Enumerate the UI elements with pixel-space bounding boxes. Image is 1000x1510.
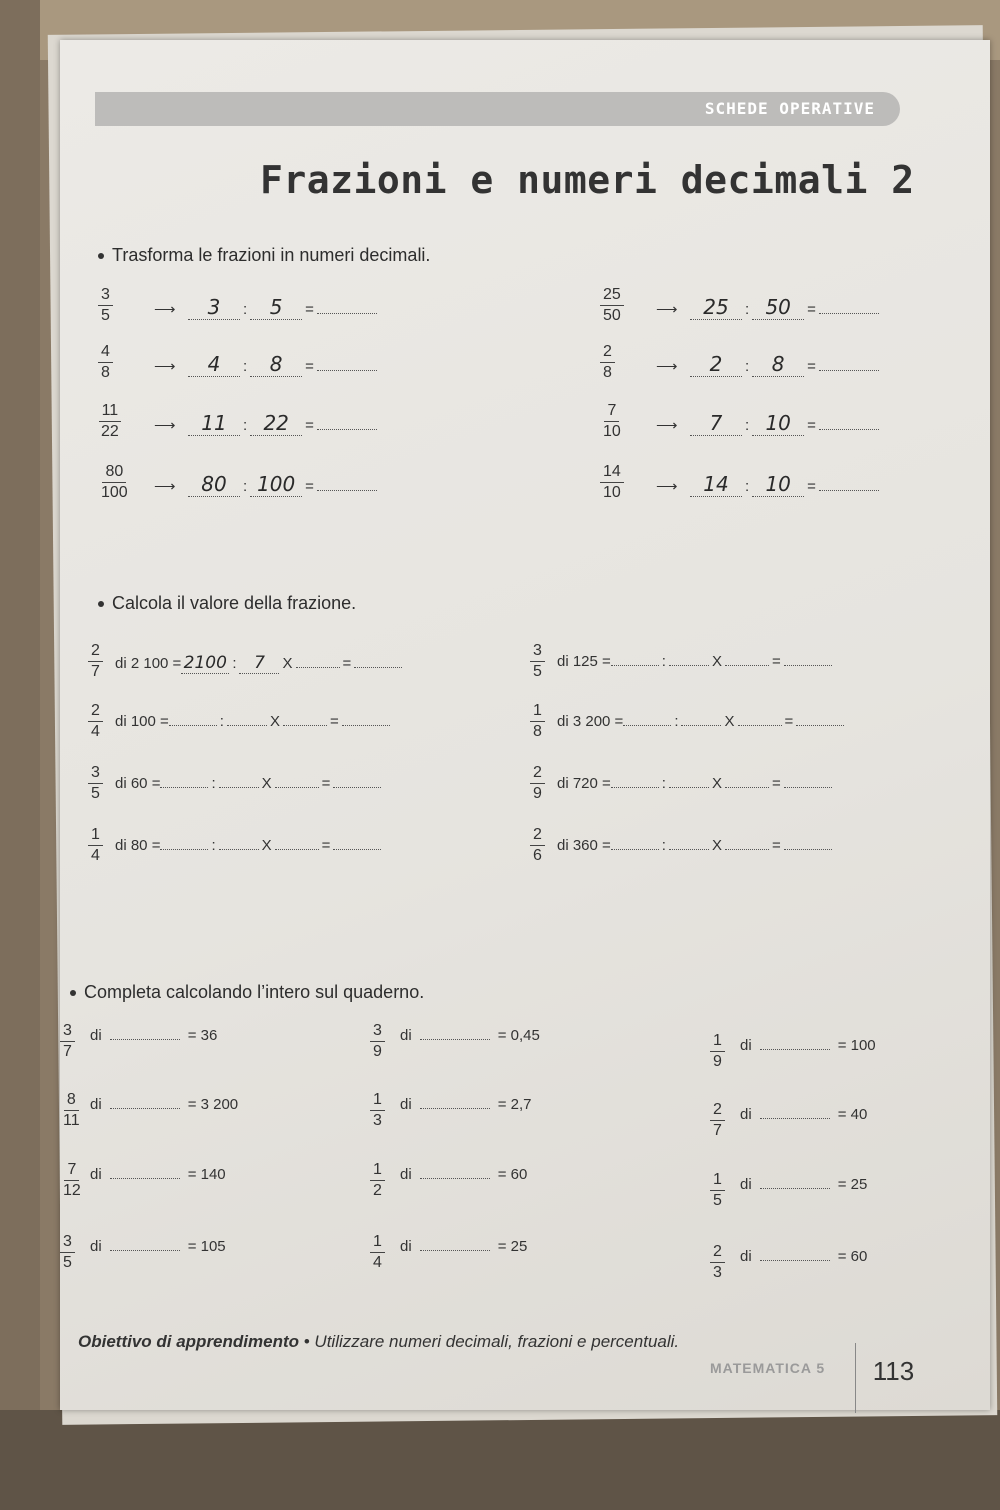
di-text: di [740,1176,752,1193]
result-text: = 60 [497,1166,528,1183]
equals-sign: = [305,301,314,318]
result-blank[interactable] [317,429,377,430]
whole-blank[interactable] [760,1049,830,1050]
fraction-value-row [115,653,402,674]
fraction-of-text: di 360 = [557,837,611,854]
whole-row [740,1037,876,1054]
divisor-blank[interactable]: 10 [752,411,804,436]
fraction [370,1021,385,1062]
arrow-icon: ⟶ [656,478,678,495]
conversion-row [150,295,377,320]
arrow-icon: ⟶ [656,358,678,375]
dividend-blank[interactable] [611,787,659,788]
background-bottom [0,1410,1000,1510]
result-blank[interactable] [317,370,377,371]
divisor-blank[interactable] [669,849,709,850]
divide-sign: : [661,775,666,792]
fraction-of-text: di 3 200 = [557,713,624,730]
factor-blank[interactable] [275,849,319,850]
fraction-denominator: 8 [101,364,110,381]
fraction [98,342,113,383]
conversion-row [652,352,879,377]
fraction [88,701,103,742]
fraction-denominator: 100 [101,484,128,501]
equals-sign: = [305,358,314,375]
multiply-sign: X [261,775,272,792]
fraction-numerator: 11 [99,401,122,422]
equals-sign: = [771,653,781,670]
conversion-row [652,472,879,497]
equals-sign: = [771,837,781,854]
page-title: Frazioni e numeri decimali 2 [260,158,915,202]
divisor-blank[interactable]: 7 [239,653,279,674]
dividend-blank[interactable] [160,849,208,850]
result-text: = 40 [837,1106,868,1123]
fraction-denominator: 9 [373,1043,382,1060]
equals-sign: = [807,358,816,375]
di-text: di [400,1096,412,1113]
fraction-numerator: 2 [88,641,103,662]
fraction-value-row [115,775,381,792]
fraction-of-text: di 80 = [115,837,161,854]
whole-blank[interactable] [110,1039,180,1040]
fraction-numerator: 80 [102,462,126,483]
fraction [600,401,624,442]
divisor-blank[interactable]: 5 [250,295,302,320]
whole-row [400,1096,531,1113]
result-text: = 100 [837,1037,876,1054]
fraction [710,1100,725,1141]
divisor-blank[interactable] [227,725,267,726]
whole-blank[interactable] [760,1188,830,1189]
objective-text: • Utilizzare numeri decimali, frazioni e percentuali. [303,1332,680,1351]
di-text: di [400,1027,412,1044]
fraction-value-row [557,775,832,792]
fraction [60,1232,75,1273]
factor-blank[interactable] [275,787,319,788]
result-blank[interactable] [354,667,402,668]
fraction-denominator: 7 [713,1122,722,1139]
fraction-denominator: 4 [373,1254,382,1271]
fraction-value-row [557,837,832,854]
whole-row [90,1027,217,1044]
whole-blank[interactable] [110,1108,180,1109]
fraction-denominator: 6 [533,847,542,864]
conversion-row [150,352,377,377]
instruction-2-text: Calcola il valore della frazione. [112,593,357,613]
di-text: di [400,1166,412,1183]
multiply-sign: X [711,653,722,670]
di-text: di [740,1248,752,1265]
dividend-blank[interactable]: 7 [690,411,742,436]
fraction [530,763,545,804]
equals-sign: = [342,655,352,672]
fraction [530,825,545,866]
arrow-icon: ⟶ [154,358,176,375]
fraction-denominator: 5 [101,307,110,324]
divisor-blank[interactable] [669,665,709,666]
fraction-denominator: 8 [603,364,612,381]
factor-blank[interactable] [725,787,769,788]
fraction-denominator: 4 [91,723,100,740]
fraction-denominator: 4 [91,847,100,864]
whole-row [400,1238,527,1255]
result-text: = 105 [187,1238,226,1255]
divisor-blank[interactable]: 8 [752,352,804,377]
fraction-numerator: 2 [710,1242,725,1263]
dividend-blank[interactable]: 4 [188,352,240,377]
divide-sign: : [232,655,237,672]
fraction-of-text: di 100 = [115,713,169,730]
fraction-denominator: 5 [63,1254,72,1271]
result-blank[interactable] [784,849,832,850]
worksheet-page [60,40,990,1410]
fraction [600,285,624,326]
result-text: = 36 [187,1027,218,1044]
arrow-icon: ⟶ [656,417,678,434]
whole-blank[interactable] [420,1250,490,1251]
fraction-denominator: 2 [373,1182,382,1199]
divide-sign: : [211,837,216,854]
instruction-3-text: Completa calcolando l’intero sul quaderno. [84,982,425,1002]
di-text: di [400,1238,412,1255]
dividend-blank[interactable] [623,725,671,726]
fraction-value-row [115,837,381,854]
fraction-numerator: 1 [710,1170,725,1191]
fraction [60,1021,75,1062]
fraction [710,1031,725,1072]
di-text: di [90,1166,102,1183]
fraction-denominator: 3 [373,1112,382,1129]
divide-sign: : [745,478,750,495]
instruction-2 [98,593,356,614]
objective-label: Obiettivo di apprendimento [78,1332,300,1351]
fraction-denominator: 7 [91,663,100,680]
arrow-icon: ⟶ [656,301,678,318]
fraction [88,825,103,866]
result-text: = 25 [837,1176,868,1193]
whole-row [740,1106,867,1123]
fraction-numerator: 3 [88,763,103,784]
result-blank[interactable] [342,725,390,726]
dividend-blank[interactable]: 3 [188,295,240,320]
fraction-numerator: 1 [88,825,103,846]
factor-blank[interactable] [283,725,327,726]
fraction [60,1090,83,1131]
fraction-denominator: 9 [533,785,542,802]
multiply-sign: X [282,655,293,672]
divide-sign: : [243,358,248,375]
conversion-row [150,411,377,436]
arrow-icon: ⟶ [154,301,176,318]
whole-row [90,1166,226,1183]
section-tag-label: SCHEDE OPERATIVE [704,99,875,118]
di-text: di [90,1238,102,1255]
fraction-numerator: 2 [600,342,615,363]
result-text: = 0,45 [497,1027,540,1044]
di-text: di [740,1037,752,1054]
result-blank[interactable] [819,313,879,314]
result-blank[interactable] [784,665,832,666]
fraction-denominator: 9 [713,1053,722,1070]
conversion-row [652,411,879,436]
result-blank[interactable] [819,429,879,430]
dividend-blank[interactable] [169,725,217,726]
fraction-numerator: 1 [370,1232,385,1253]
fraction-denominator: 5 [713,1192,722,1209]
result-text: = 60 [837,1248,868,1265]
bullet-icon [98,601,104,607]
factor-blank[interactable] [725,665,769,666]
fraction-numerator: 14 [600,462,624,483]
divide-sign: : [661,837,666,854]
result-text: = 25 [497,1238,528,1255]
fraction-numerator: 1 [370,1090,385,1111]
fraction-denominator: 11 [63,1112,80,1129]
multiply-sign: X [711,837,722,854]
fraction [88,641,103,682]
whole-blank[interactable] [420,1039,490,1040]
fraction-of-text: di 2 100 = [115,655,182,672]
fraction-denominator: 50 [603,307,621,324]
divisor-blank[interactable] [219,849,259,850]
divide-sign: : [661,653,666,670]
factor-blank[interactable] [725,849,769,850]
divide-sign: : [745,301,750,318]
learning-objective [78,1332,679,1352]
dividend-blank[interactable]: 14 [690,472,742,497]
divisor-blank[interactable] [219,787,259,788]
fraction-numerator: 2 [88,701,103,722]
dividend-blank[interactable]: 25 [690,295,742,320]
fraction-denominator: 3 [713,1264,722,1281]
instruction-1 [98,245,430,266]
result-text: = 3 200 [187,1096,239,1113]
conversion-row [150,472,377,497]
multiply-sign: X [261,837,272,854]
di-text: di [90,1027,102,1044]
dividend-blank[interactable] [611,849,659,850]
divide-sign: : [219,713,224,730]
equals-sign: = [771,775,781,792]
whole-blank[interactable] [760,1118,830,1119]
fraction [370,1090,385,1131]
divide-sign: : [243,417,248,434]
result-text: = 2,7 [497,1096,532,1113]
fraction-value-row [557,713,844,730]
fraction [370,1232,385,1273]
equals-sign: = [305,478,314,495]
divisor-blank[interactable]: 8 [250,352,302,377]
dividend-blank[interactable]: 2100 [181,653,229,674]
divide-sign: : [745,358,750,375]
fraction-numerator: 1 [710,1031,725,1052]
dividend-blank[interactable]: 11 [188,411,240,436]
divide-sign: : [674,713,679,730]
factor-blank[interactable] [296,667,340,668]
result-blank[interactable] [317,313,377,314]
fraction-denominator: 5 [533,663,542,680]
equals-sign: = [305,417,314,434]
divisor-blank[interactable] [669,787,709,788]
fraction-numerator: 2 [530,763,545,784]
fraction-denominator: 8 [533,723,542,740]
result-blank[interactable] [333,849,381,850]
divisor-blank[interactable]: 50 [752,295,804,320]
subject-label: MATEMATICA 5 [710,1360,826,1376]
equals-sign: = [329,713,339,730]
bullet-icon [98,253,104,259]
fraction-numerator: 7 [64,1160,79,1181]
bullet-icon [70,990,76,996]
fraction-of-text: di 60 = [115,775,161,792]
result-blank[interactable] [784,787,832,788]
fraction [530,641,545,682]
divisor-blank[interactable]: 100 [250,472,302,497]
fraction-numerator: 25 [600,285,624,306]
whole-row [400,1166,527,1183]
result-text: = 140 [187,1166,226,1183]
fraction [98,462,131,503]
divide-sign: : [745,417,750,434]
dividend-blank[interactable] [160,787,208,788]
divisor-blank[interactable] [681,725,721,726]
fraction-denominator: 5 [91,785,100,802]
equals-sign: = [321,837,331,854]
fraction [600,462,624,503]
fraction [710,1242,725,1283]
fraction-value-row [557,653,832,670]
whole-blank[interactable] [420,1178,490,1179]
result-blank[interactable] [333,787,381,788]
fraction-numerator: 3 [60,1021,75,1042]
background-side [0,0,40,1510]
page-number: 113 [855,1343,931,1413]
fraction-numerator: 3 [60,1232,75,1253]
fraction [370,1160,385,1201]
equals-sign: = [321,775,331,792]
result-blank[interactable] [819,490,879,491]
result-blank[interactable] [317,490,377,491]
divide-sign: : [211,775,216,792]
fraction-denominator: 22 [101,423,119,440]
divisor-blank[interactable]: 10 [752,472,804,497]
fraction-numerator: 3 [530,641,545,662]
whole-row [740,1176,867,1193]
divisor-blank[interactable]: 22 [250,411,302,436]
equals-sign: = [807,417,816,434]
whole-row [90,1096,238,1113]
fraction-denominator: 12 [63,1182,81,1199]
fraction-denominator: 10 [603,423,621,440]
multiply-sign: X [711,775,722,792]
fraction [98,401,122,442]
fraction-numerator: 7 [604,401,619,422]
fraction [530,701,545,742]
fraction [60,1160,84,1201]
dividend-blank[interactable] [611,665,659,666]
multiply-sign: X [269,713,280,730]
whole-row [740,1248,867,1265]
fraction [710,1170,725,1211]
equals-sign: = [807,478,816,495]
arrow-icon: ⟶ [154,478,176,495]
fraction-of-text: di 125 = [557,653,611,670]
fraction [600,342,615,383]
dividend-blank[interactable]: 2 [690,352,742,377]
fraction-numerator: 3 [98,285,113,306]
di-text: di [90,1096,102,1113]
whole-row [90,1238,226,1255]
fraction-of-text: di 720 = [557,775,611,792]
conversion-row [652,295,879,320]
result-blank[interactable] [819,370,879,371]
equals-sign: = [784,713,794,730]
divide-sign: : [243,301,248,318]
fraction-numerator: 2 [710,1100,725,1121]
arrow-icon: ⟶ [154,417,176,434]
fraction-numerator: 1 [370,1160,385,1181]
instruction-3 [70,982,424,1003]
di-text: di [740,1106,752,1123]
instruction-1-text: Trasforma le frazioni in numeri decimali. [112,245,431,265]
section-tag [95,92,900,126]
fraction-numerator: 3 [370,1021,385,1042]
fraction-numerator: 2 [530,825,545,846]
whole-blank[interactable] [110,1250,180,1251]
dividend-blank[interactable]: 80 [188,472,240,497]
equals-sign: = [807,301,816,318]
whole-blank[interactable] [420,1108,490,1109]
fraction-numerator: 4 [98,342,113,363]
fraction-numerator: 1 [530,701,545,722]
fraction-denominator: 7 [63,1043,72,1060]
whole-blank[interactable] [760,1260,830,1261]
whole-row [400,1027,540,1044]
fraction [98,285,113,326]
whole-blank[interactable] [110,1178,180,1179]
divide-sign: : [243,478,248,495]
fraction-denominator: 10 [603,484,621,501]
result-blank[interactable] [796,725,844,726]
fraction-value-row [115,713,390,730]
multiply-sign: X [724,713,735,730]
fraction-numerator: 8 [64,1090,79,1111]
fraction [88,763,103,804]
factor-blank[interactable] [738,725,782,726]
